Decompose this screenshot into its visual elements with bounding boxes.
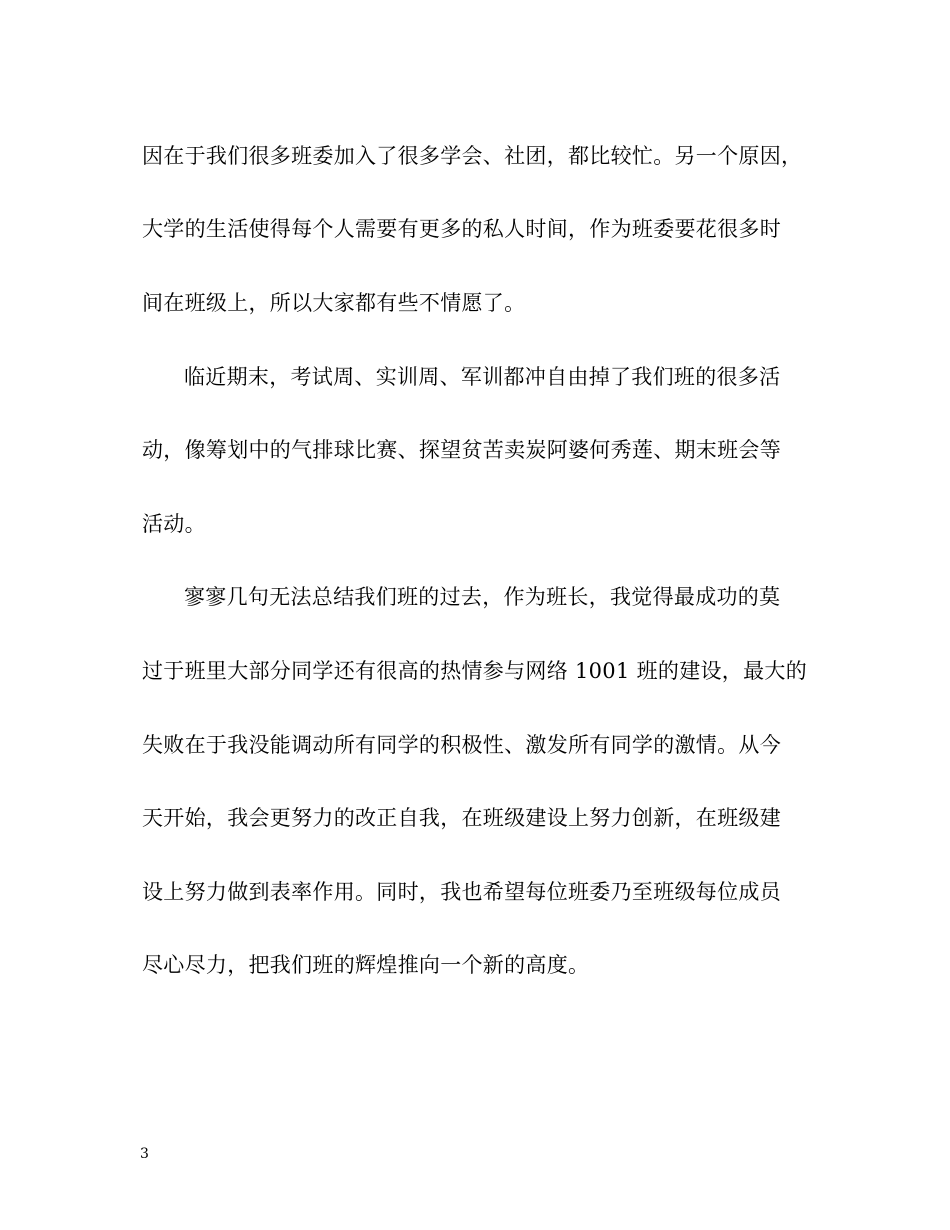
text-line: 活动。 [142,512,206,536]
text-line: 因在于我们很多班委加入了很多学会、社团，都比较忙。另一个原因， [142,144,803,168]
text-line: 大学的生活使得每个人需要有更多的私人时间，作为班委要花很多时 [142,217,781,241]
page-number: 3 [140,1146,149,1162]
paragraph-start-line: 临近期末，考试周、实训周、军训都冲自由掉了我们班的很多活 [184,365,781,389]
paragraph-start-line: 寥寥几句无法总结我们班的过去，作为班长，我觉得最成功的莫 [184,585,781,609]
text-line: 过于班里大部分同学还有很高的热情参与网络 1001 班的建设，最大的 [142,659,807,683]
text-line: 设上努力做到表率作用。同时，我也希望每位班委乃至班级每位成员 [142,880,781,904]
text-line: 失败在于我没能调动所有同学的积极性、激发所有同学的激情。从今 [142,733,781,757]
text-line: 天开始，我会更努力的改正自我，在班级建设上努力创新，在班级建 [142,806,781,830]
text-line: 尽心尽力，把我们班的辉煌推向一个新的高度。 [142,953,590,977]
text-line: 间在班级上，所以大家都有些不情愿了。 [142,291,526,315]
text-line: 动，像筹划中的气排球比赛、探望贫苦卖炭阿婆何秀莲、期末班会等 [142,438,781,462]
